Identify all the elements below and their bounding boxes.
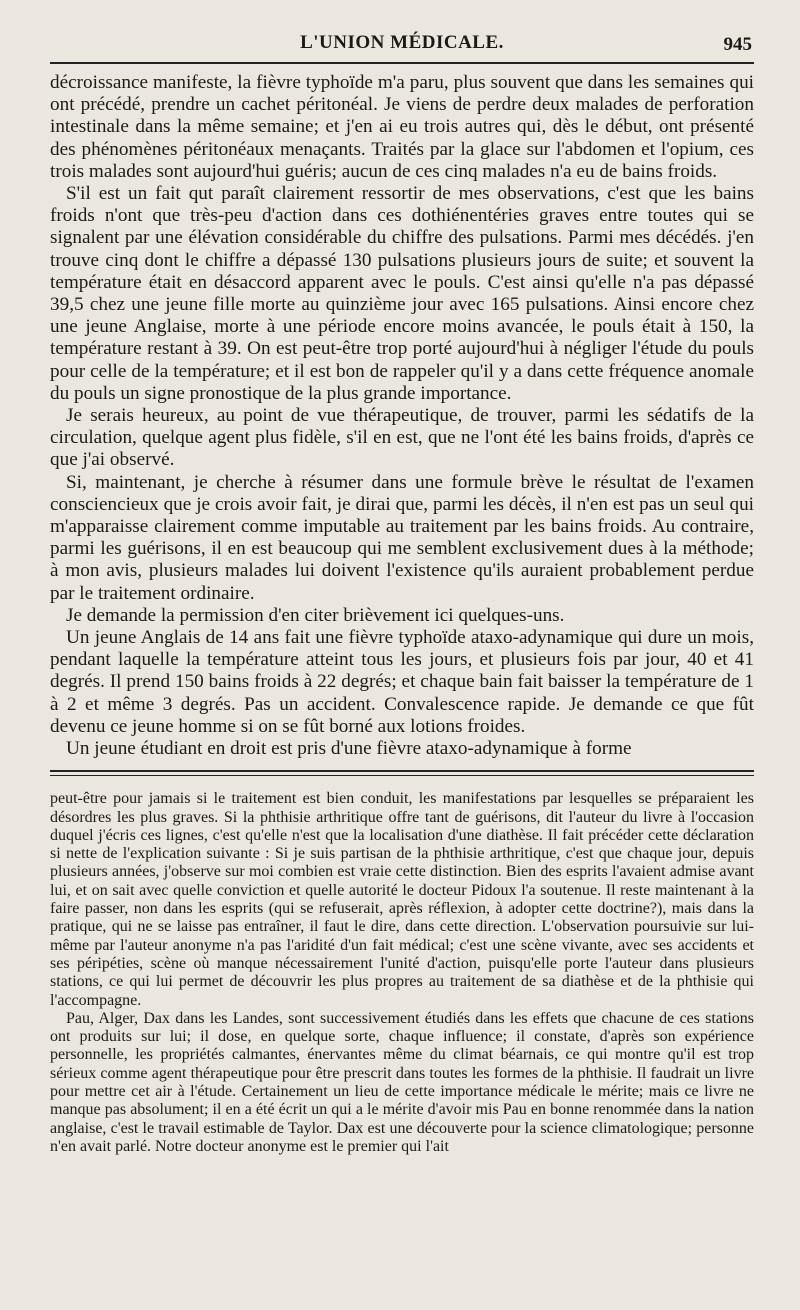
main-paragraph: Un jeune Anglais de 14 ans fait une fièvre typhoïde ataxo-adynamique qui dure un mois, pendant laquelle la température atteint tous les jours, et plusieurs fois par jour, 40 et 41 degrés. Il prend 150 bains froids à 22 degrés; et chaque bain fait baisser la température de 1 à 2 et même 3 degrés. Pas un accident. Convalescence rapide. Je demande ce que fût devenu ce jeune homme si on se fût borné aux lotions froides. [50, 627, 754, 737]
main-paragraph: décroissance manifeste, la fièvre typhoïde m'a paru, plus souvent que dans les semaines qui ont précédé, prendre un cachet péritonéal. Je viens de perdre deux malades de perforation intestinale dans la même semaine; et j'en ai eu trois autres qui, dès le début, ont présenté des phénomènes péritonéaux menaçants. Traités par la glace sur l'abdomen et l'opium, ces trois malades sont aujourd'hui guéris; aucun de ces cinq malades n'a eu de bains froids. [50, 72, 754, 182]
header-rule [50, 62, 754, 64]
main-paragraph: Si, maintenant, je cherche à résumer dans une formule brève le résultat de l'examen consciencieux que je crois avoir fait, je dirai que, parmi les décès, il n'en est pas un seul qui m'apparaisse clairement comme imputable au traitement par les bains froids. Au contraire, parmi les guérisons, il en est beaucoup qui me semblent exclusivement dues à la méthode; à mon avis, plusieurs malades lui doivent l'existence qu'ils auraient probablement perdue par le traitement ordinaire. [50, 471, 754, 604]
main-paragraph: S'il est un fait qut paraît clairement ressortir de mes observations, c'est que les bains froids n'ont que très-peu d'action dans ces dothiénentéries graves entre toutes qui se signalent par une élévation considérable du chiffre des pulsations. Parmi mes décédés. j'en trouve cinq dont le chiffre a dépassé 130 pulsations plusieurs jours de suite; et souvent la température était en désaccord apparent avec le pouls. C'est ainsi qu'elle n'a pas dépassé 39,5 chez une jeune fille morte au quinzième jour avec 165 pulsations. Ainsi encore chez une jeune Anglaise, morte à une période encore moins avancée, le pouls était à 150, la température restant à 39. On est peut-être trop porté aujourd'hui à négliger l'étude du pouls pour celle de la température; et il est bon de rappeler qu'il y a dans cette fréquence anomale du pouls un signe pronostique de la plus grande importance. [50, 183, 754, 404]
page-number: 945 [723, 34, 752, 55]
footnote [50, 790, 754, 1156]
main-paragraph: Un jeune étudiant en droit est pris d'une fièvre ataxo-adynamique à forme [66, 738, 632, 760]
main-paragraph: Je demande la permission d'en citer brièvement ici quelques-uns. [66, 604, 565, 626]
footnote-paragraph: peut-être pour jamais si le traitement est bien conduit, les manifestations par lesquelles se préparaient les désordres les plus graves. Si la phthisie arthritique offre tant de guérisons, dit l'auteur du livre à l'occasion duquel j'écris ces lignes, c'est qu'elle n'est que la localisation d'une diathèse. Il fait précéder cette déclaration si nette de l'explication suivante : Si je suis partisan de la phthisie arthritique, c'est que chaque jour, depuis plusieurs années, j'observe sur moi combien est vraie cette distinction. Bien des esprits l'avaient admise avant lui, et on sait avec quelle conviction et quelle autorité le docteur Pidoux l'a soutenue. Il reste maintenant à la faire passer, non dans les esprits (qui se refuserait, après réflexion, à adopter cette doctrine?), mais dans la pratique, qui ne se laisse pas entraîner, il faut le dire, dans cette direction. L'observation poursuivie sur lui-même par l'auteur anonyme n'a pas l'aridité d'un fait médical; c'est une scène vivante, avec ses accidents et ses péripéties, scène où manque nécessairement l'unité d'action, puisqu'elle porte l'auteur dans plusieurs stations, ce qui lui permet de découvrir les plus propres au traitement de sa diathèse et de la phthisie qui l'accompagne. [50, 790, 754, 1009]
footnote-separator [50, 770, 754, 776]
main-text [50, 72, 754, 760]
running-head [50, 0, 754, 58]
footnote-paragraph: Pau, Alger, Dax dans les Landes, sont successivement étudiés dans les effets que chacune de ces stations ont produits sur lui; il dose, en quelque sorte, chaque influence; il constate, d'après son expérience personnelle, les propriétés calmantes, énervantes même du climat béarnais, ce qui montre qu'il est trop sérieux comme agent thérapeutique pour être prescrit dans toutes les formes de la phthisie. Il faudrait un livre pour mettre cet air à l'étude. Certainement un lieu de cette importance médicale le mérite; mais ce livre ne manque pas absolument; il en a été écrit un qui a le mérite d'avoir mis Pau en bonne renommée dans la nation anglaise, c'est le travail estimable de Taylor. Dax est une découverte pour la science climatologique; personne n'en avait parlé. Notre docteur anonyme est le premier qui l'ait [50, 1009, 754, 1155]
journal-title: L'UNION MÉDICALE. [300, 32, 504, 53]
main-paragraph: Je serais heureux, au point de vue thérapeutique, de trouver, parmi les sédatifs de la circulation, quelque agent plus fidèle, s'il en est, que ne l'ont été les bains froids, d'après ce que j'ai observé. [50, 405, 754, 471]
